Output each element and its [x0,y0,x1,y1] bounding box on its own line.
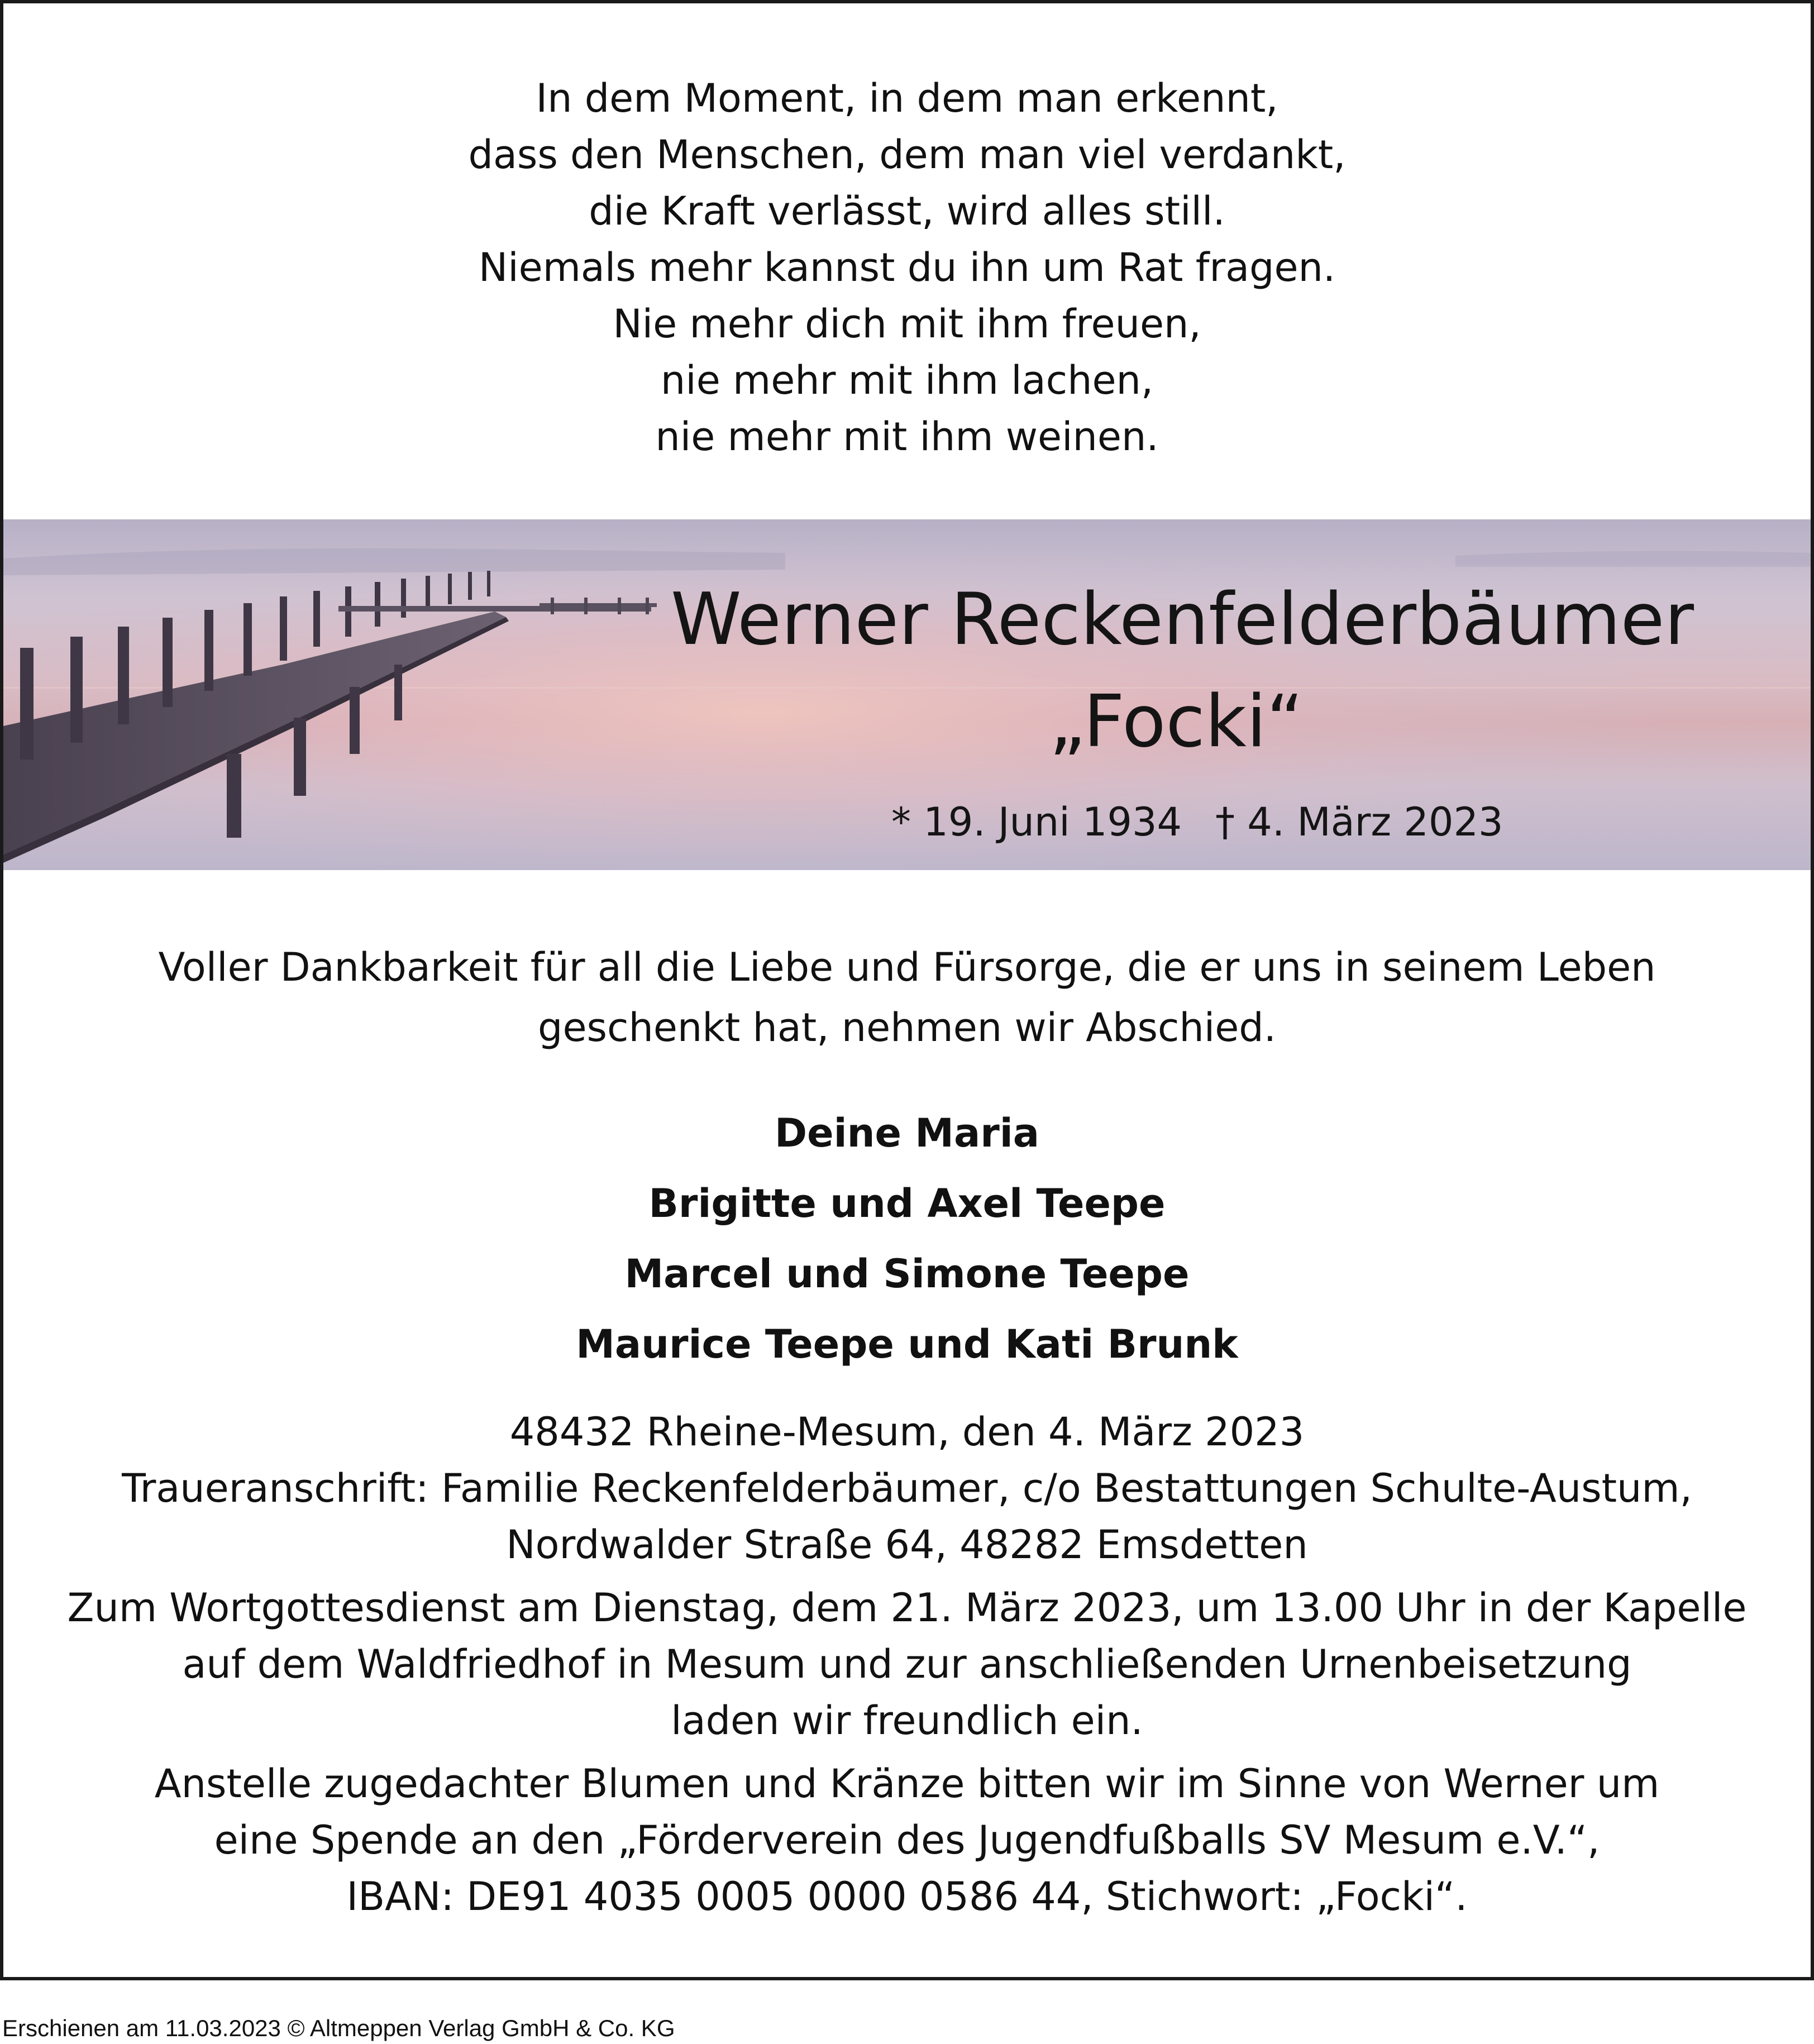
mourner-name: Deine Maria [775,1110,1039,1156]
mourner-name: Brigitte und Axel Teepe [648,1181,1166,1226]
poem-line: In dem Moment, in dem man erkennt, [536,75,1278,121]
poem-line: Nie mehr dich mit ihm freuen, [613,301,1201,347]
address-line: Traueranschrift: Familie Reckenfelderbäumer, c/o Bestattungen Schulte-Austum, [122,1465,1692,1511]
poem-line: nie mehr mit ihm weinen. [655,414,1159,460]
death-date: † 4. März 2023 [1215,799,1503,845]
birth-date: * 19. Juni 1934 [891,799,1182,845]
lake-pier-banner [3,519,1811,870]
poem [3,70,1811,465]
service-details [3,1580,1811,1749]
place-date: 48432 Rheine-Mesum, den 4. März 2023 [509,1409,1305,1455]
place-and-address [3,1404,1811,1573]
service-info [3,1404,1811,1932]
life-dates [891,800,1503,844]
poem-line: dass den Menschen, dem man viel verdankt, [468,132,1346,178]
donation-request [3,1756,1811,1925]
thanks-line: geschenkt hat, nehmen wir Abschied. [538,1005,1276,1050]
donation-line: eine Spende an den „Förderverein des Jugendfußballs SV Mesum e.V.“, [214,1817,1600,1863]
thanks-text [3,937,1811,1058]
deceased-nickname: „Focki“ [1049,680,1304,763]
thanks-line: Voller Dankbarkeit für all die Liebe und Fürsorge, die er uns in seinem Leben [158,944,1656,990]
mourner-name: Maurice Teepe und Kati Brunk [576,1321,1238,1367]
service-line: Zum Wortgottesdienst am Dienstag, dem 21. März 2023, um 13.00 Uhr in der Kapelle [67,1585,1747,1631]
poem-line: die Kraft verlässt, wird alles still. [589,188,1225,234]
donation-line: IBAN: DE91 4035 0005 0000 0586 44, Stichwort: „Focki“. [346,1874,1468,1919]
poem-line: nie mehr mit ihm lachen, [660,357,1154,403]
mourners-list [3,1098,1811,1379]
donation-line: Anstelle zugedachter Blumen und Kränze bitten wir im Sinne von Werner um [154,1761,1660,1807]
deceased-name: Werner Reckenfelderbäumer [671,578,1694,661]
mourner-name: Marcel und Simone Teepe [624,1251,1190,1297]
poem-line: Niemals mehr kannst du ihn um Rat fragen. [478,245,1336,290]
service-line: auf dem Waldfriedhof in Mesum und zur anschließenden Urnenbeisetzung [182,1641,1632,1687]
address-line: Nordwalder Straße 64, 48282 Emsdetten [506,1522,1308,1568]
service-line: laden wir freundlich ein. [671,1698,1143,1744]
publication-footer: Erschienen am 11.03.2023 © Altmeppen Verlag GmbH & Co. KG [2,2015,675,2041]
